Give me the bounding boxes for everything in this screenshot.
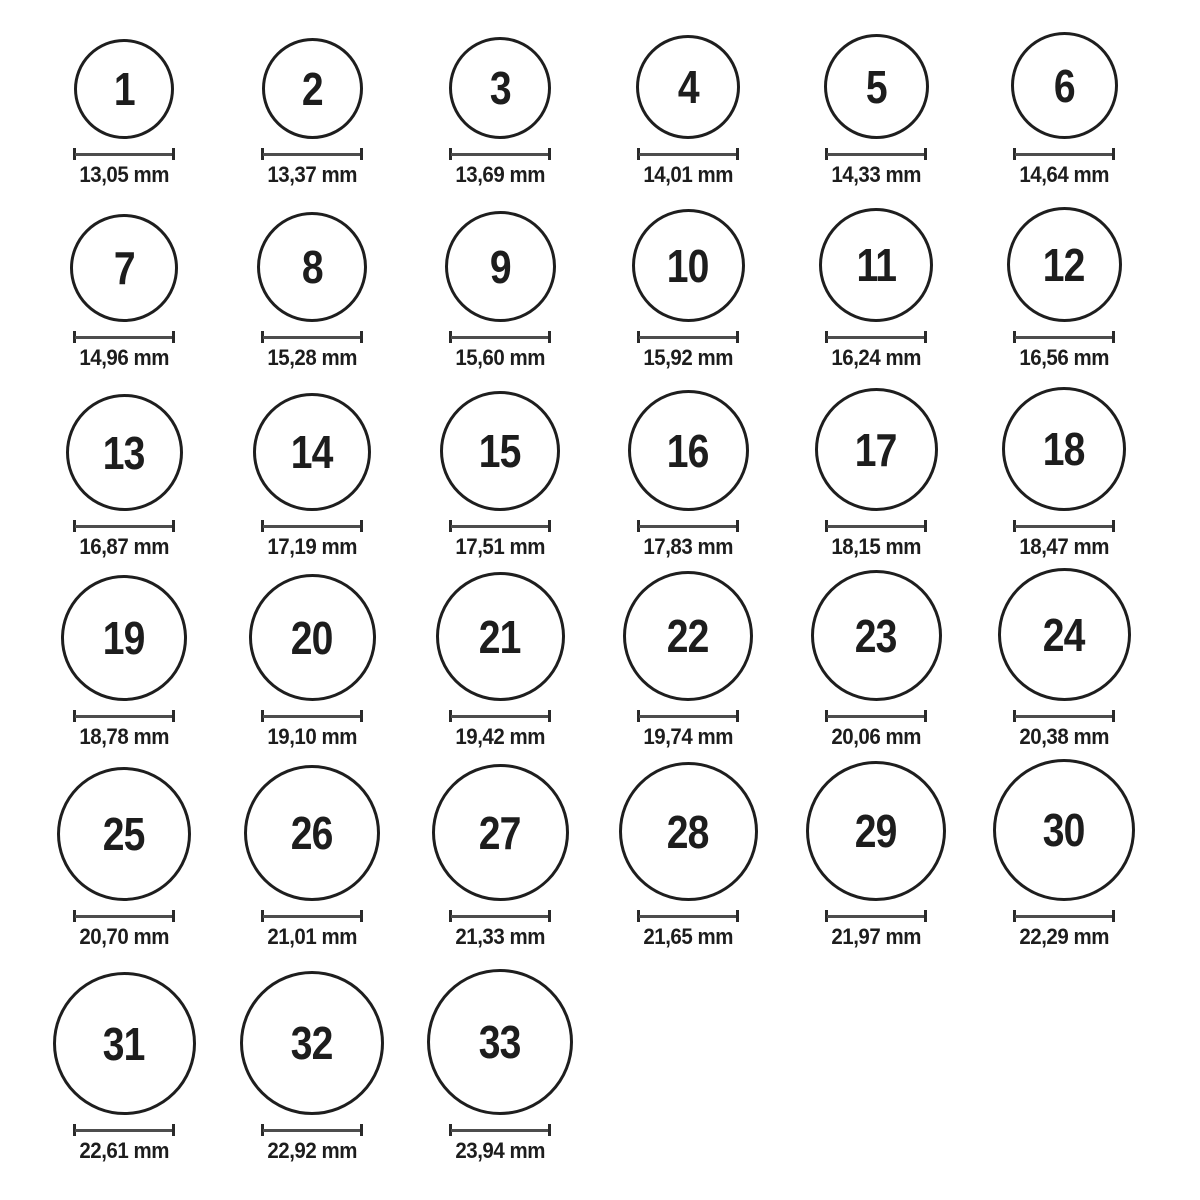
ring-size-item bbox=[594, 748, 782, 948]
diameter-measure-bar bbox=[825, 148, 927, 160]
ring-size-item bbox=[782, 369, 970, 558]
diameter-label: 20,06 mm bbox=[831, 724, 921, 749]
ring-size-number: 3 bbox=[489, 62, 511, 114]
ring-size-item bbox=[406, 748, 594, 948]
ring-size-number: 12 bbox=[1043, 238, 1085, 291]
ring-circle bbox=[253, 393, 371, 511]
ring-size-item bbox=[970, 748, 1158, 948]
ring-size-number: 1 bbox=[113, 63, 135, 115]
measure-tick-right bbox=[548, 1124, 551, 1136]
diameter-label: 17,19 mm bbox=[267, 534, 357, 559]
diameter-measure-bar bbox=[261, 710, 363, 722]
diameter-label: 19,10 mm bbox=[267, 724, 357, 749]
measure-tick-right bbox=[736, 520, 739, 532]
measure-tick-right bbox=[360, 710, 363, 722]
ring-size-item bbox=[970, 369, 1158, 558]
measure-tick-right bbox=[1112, 148, 1115, 160]
diameter-label: 19,42 mm bbox=[455, 724, 545, 749]
measure-tick-right bbox=[924, 710, 927, 722]
ring-size-item bbox=[594, 186, 782, 369]
diameter-label: 22,92 mm bbox=[267, 1138, 357, 1163]
diameter-measure-bar bbox=[261, 520, 363, 532]
diameter-label: 14,33 mm bbox=[831, 162, 921, 187]
ring-size-number: 22 bbox=[667, 610, 709, 662]
diameter-label: 20,70 mm bbox=[79, 924, 169, 949]
diameter-label: 21,97 mm bbox=[831, 924, 921, 949]
measure-line bbox=[263, 525, 361, 528]
ring-size-item bbox=[218, 748, 406, 948]
ring-circle bbox=[427, 969, 573, 1115]
ring-size-item bbox=[218, 369, 406, 558]
ring-size-item bbox=[218, 186, 406, 369]
ring-size-item bbox=[970, 558, 1158, 748]
diameter-label: 18,78 mm bbox=[79, 724, 169, 749]
measure-line bbox=[75, 153, 173, 156]
ring-circle bbox=[819, 208, 933, 322]
ring-size-number: 7 bbox=[113, 242, 135, 294]
ring-size-item bbox=[218, 2, 406, 186]
ring-size-item bbox=[30, 369, 218, 558]
ring-circle bbox=[61, 575, 187, 701]
diameter-label: 19,74 mm bbox=[643, 724, 733, 749]
measure-line bbox=[639, 525, 737, 528]
diameter-measure-bar bbox=[637, 710, 739, 722]
diameter-label: 15,28 mm bbox=[267, 345, 357, 370]
ring-size-number: 27 bbox=[479, 806, 521, 859]
measure-line bbox=[75, 715, 173, 718]
measure-tick-right bbox=[736, 148, 739, 160]
measure-line bbox=[75, 1129, 173, 1132]
ring-size-number: 23 bbox=[855, 609, 897, 662]
diameter-label: 16,87 mm bbox=[79, 534, 169, 559]
diameter-label: 23,94 mm bbox=[455, 1138, 545, 1163]
measure-line bbox=[639, 715, 737, 718]
diameter-measure-bar bbox=[261, 331, 363, 343]
measure-line bbox=[263, 715, 361, 718]
diameter-measure-bar bbox=[1013, 910, 1115, 922]
diameter-measure-bar bbox=[825, 710, 927, 722]
ring-size-item bbox=[406, 948, 594, 1162]
ring-size-number: 16 bbox=[667, 424, 709, 477]
ring-size-number: 9 bbox=[489, 240, 511, 293]
ring-size-item bbox=[30, 558, 218, 748]
measure-line bbox=[263, 153, 361, 156]
ring-size-number: 30 bbox=[1043, 804, 1085, 856]
measure-line bbox=[451, 715, 549, 718]
diameter-measure-bar bbox=[825, 910, 927, 922]
ring-circle bbox=[806, 761, 946, 901]
diameter-label: 22,29 mm bbox=[1019, 924, 1109, 949]
measure-line bbox=[263, 336, 361, 339]
ring-size-number: 28 bbox=[667, 805, 709, 858]
diameter-measure-bar bbox=[637, 331, 739, 343]
ring-circle bbox=[815, 388, 938, 511]
diameter-label: 18,15 mm bbox=[831, 534, 921, 559]
ring-size-item bbox=[30, 748, 218, 948]
diameter-measure-bar bbox=[825, 520, 927, 532]
measure-tick-right bbox=[548, 910, 551, 922]
diameter-measure-bar bbox=[449, 910, 551, 922]
ring-circle bbox=[824, 34, 929, 139]
ring-circle bbox=[1002, 387, 1126, 511]
measure-tick-right bbox=[736, 710, 739, 722]
measure-tick-right bbox=[1112, 331, 1115, 343]
ring-size-item bbox=[782, 186, 970, 369]
diameter-label: 15,60 mm bbox=[455, 345, 545, 370]
measure-line bbox=[75, 336, 173, 339]
ring-size-item bbox=[970, 2, 1158, 186]
ring-circle bbox=[449, 37, 551, 139]
ring-circle bbox=[811, 570, 942, 701]
measure-line bbox=[263, 1129, 361, 1132]
diameter-label: 13,69 mm bbox=[455, 162, 545, 187]
ring-size-number: 4 bbox=[677, 61, 699, 113]
ring-size-number: 8 bbox=[301, 241, 323, 293]
ring-size-item bbox=[218, 558, 406, 748]
ring-size-number: 14 bbox=[291, 426, 333, 478]
measure-tick-right bbox=[172, 710, 175, 722]
ring-circle bbox=[262, 38, 363, 139]
diameter-measure-bar bbox=[1013, 331, 1115, 343]
diameter-label: 14,01 mm bbox=[643, 162, 733, 187]
ring-size-item bbox=[782, 2, 970, 186]
measure-line bbox=[827, 915, 925, 918]
diameter-measure-bar bbox=[825, 331, 927, 343]
ring-circle bbox=[244, 765, 380, 901]
measure-tick-right bbox=[360, 148, 363, 160]
ring-size-number: 18 bbox=[1043, 423, 1085, 475]
diameter-measure-bar bbox=[73, 710, 175, 722]
measure-tick-right bbox=[172, 1124, 175, 1136]
measure-line bbox=[639, 153, 737, 156]
diameter-measure-bar bbox=[637, 910, 739, 922]
measure-tick-right bbox=[360, 910, 363, 922]
measure-tick-right bbox=[172, 148, 175, 160]
diameter-label: 21,33 mm bbox=[455, 924, 545, 949]
diameter-label: 14,64 mm bbox=[1019, 162, 1109, 187]
measure-tick-right bbox=[924, 910, 927, 922]
ring-size-number: 29 bbox=[855, 805, 897, 857]
ring-size-number: 2 bbox=[301, 62, 323, 115]
diameter-measure-bar bbox=[73, 1124, 175, 1136]
ring-circle bbox=[74, 39, 174, 139]
diameter-measure-bar bbox=[73, 910, 175, 922]
ring-size-item bbox=[30, 2, 218, 186]
diameter-label: 16,24 mm bbox=[831, 345, 921, 370]
diameter-measure-bar bbox=[1013, 520, 1115, 532]
ring-circle bbox=[636, 35, 740, 139]
ring-size-number: 5 bbox=[865, 60, 887, 113]
diameter-measure-bar bbox=[449, 710, 551, 722]
measure-line bbox=[451, 525, 549, 528]
measure-line bbox=[827, 153, 925, 156]
ring-size-number: 13 bbox=[103, 426, 145, 479]
diameter-label: 21,01 mm bbox=[267, 924, 357, 949]
ring-size-number: 21 bbox=[479, 610, 521, 663]
ring-circle bbox=[432, 764, 569, 901]
measure-tick-right bbox=[360, 520, 363, 532]
ring-circle bbox=[440, 391, 560, 511]
measure-tick-right bbox=[736, 331, 739, 343]
diameter-measure-bar bbox=[637, 520, 739, 532]
measure-line bbox=[451, 915, 549, 918]
measure-line bbox=[451, 153, 549, 156]
ring-circle bbox=[70, 214, 178, 322]
diameter-label: 14,96 mm bbox=[79, 345, 169, 370]
measure-tick-right bbox=[548, 331, 551, 343]
diameter-measure-bar bbox=[261, 1124, 363, 1136]
measure-tick-right bbox=[548, 148, 551, 160]
diameter-measure-bar bbox=[261, 148, 363, 160]
measure-tick-right bbox=[172, 331, 175, 343]
diameter-label: 22,61 mm bbox=[79, 1138, 169, 1163]
measure-tick-right bbox=[172, 910, 175, 922]
ring-size-item bbox=[406, 558, 594, 748]
ring-size-item bbox=[782, 748, 970, 948]
measure-line bbox=[75, 915, 173, 918]
ring-size-item bbox=[406, 369, 594, 558]
measure-line bbox=[1015, 715, 1113, 718]
diameter-label: 20,38 mm bbox=[1019, 724, 1109, 749]
measure-line bbox=[263, 915, 361, 918]
measure-line bbox=[1015, 336, 1113, 339]
ring-circle bbox=[619, 762, 758, 901]
measure-tick-right bbox=[1112, 520, 1115, 532]
ring-size-number: 19 bbox=[103, 612, 145, 664]
diameter-label: 21,65 mm bbox=[643, 924, 733, 949]
diameter-measure-bar bbox=[449, 1124, 551, 1136]
diameter-label: 13,37 mm bbox=[267, 162, 357, 187]
measure-tick-right bbox=[548, 710, 551, 722]
diameter-label: 16,56 mm bbox=[1019, 345, 1109, 370]
measure-line bbox=[827, 336, 925, 339]
measure-line bbox=[75, 525, 173, 528]
measure-tick-right bbox=[736, 910, 739, 922]
measure-tick-right bbox=[1112, 710, 1115, 722]
ring-circle bbox=[257, 212, 367, 322]
ring-size-number: 31 bbox=[103, 1017, 145, 1070]
ring-circle bbox=[998, 568, 1131, 701]
diameter-label: 15,92 mm bbox=[643, 345, 733, 370]
ring-circle bbox=[632, 209, 745, 322]
ring-size-number: 24 bbox=[1043, 608, 1085, 661]
diameter-measure-bar bbox=[637, 148, 739, 160]
ring-size-item bbox=[30, 948, 218, 1162]
diameter-label: 13,05 mm bbox=[79, 162, 169, 187]
diameter-label: 17,51 mm bbox=[455, 534, 545, 559]
ring-circle bbox=[240, 971, 384, 1115]
diameter-measure-bar bbox=[261, 910, 363, 922]
ring-circle bbox=[53, 972, 196, 1115]
ring-size-number: 25 bbox=[103, 808, 145, 860]
ring-circle bbox=[66, 394, 183, 511]
ring-size-item bbox=[594, 2, 782, 186]
diameter-label: 18,47 mm bbox=[1019, 534, 1109, 559]
ring-size-number: 26 bbox=[291, 807, 333, 859]
measure-tick-right bbox=[360, 1124, 363, 1136]
ring-circle bbox=[623, 571, 753, 701]
diameter-measure-bar bbox=[449, 520, 551, 532]
ring-size-number: 33 bbox=[479, 1016, 521, 1068]
ring-size-item bbox=[218, 948, 406, 1162]
diameter-measure-bar bbox=[73, 331, 175, 343]
measure-line bbox=[451, 336, 549, 339]
measure-tick-right bbox=[172, 520, 175, 532]
ring-size-number: 32 bbox=[291, 1017, 333, 1069]
ring-size-item bbox=[406, 2, 594, 186]
ring-circle bbox=[445, 211, 556, 322]
ring-size-item bbox=[782, 558, 970, 748]
measure-tick-right bbox=[924, 520, 927, 532]
ring-circle bbox=[1007, 207, 1122, 322]
measure-line bbox=[1015, 915, 1113, 918]
diameter-measure-bar bbox=[449, 148, 551, 160]
ring-size-item bbox=[594, 558, 782, 748]
diameter-measure-bar bbox=[449, 331, 551, 343]
diameter-measure-bar bbox=[73, 148, 175, 160]
measure-line bbox=[451, 1129, 549, 1132]
diameter-measure-bar bbox=[1013, 710, 1115, 722]
measure-tick-right bbox=[1112, 910, 1115, 922]
ring-size-number: 15 bbox=[479, 425, 521, 477]
ring-size-number: 20 bbox=[291, 611, 333, 664]
ring-size-item bbox=[406, 186, 594, 369]
diameter-measure-bar bbox=[1013, 148, 1115, 160]
ring-circle bbox=[436, 572, 565, 701]
ring-size-number: 17 bbox=[855, 423, 897, 476]
ring-circle bbox=[993, 759, 1135, 901]
measure-tick-right bbox=[924, 148, 927, 160]
ring-circle bbox=[57, 767, 191, 901]
ring-circle bbox=[1011, 32, 1118, 139]
measure-tick-right bbox=[360, 331, 363, 343]
measure-line bbox=[827, 715, 925, 718]
ring-size-item bbox=[594, 369, 782, 558]
diameter-measure-bar bbox=[73, 520, 175, 532]
measure-tick-right bbox=[548, 520, 551, 532]
measure-line bbox=[1015, 153, 1113, 156]
ring-circle bbox=[628, 390, 749, 511]
measure-line bbox=[1015, 525, 1113, 528]
measure-line bbox=[827, 525, 925, 528]
ring-size-number: 6 bbox=[1053, 59, 1075, 112]
diameter-label: 17,83 mm bbox=[643, 534, 733, 559]
measure-tick-right bbox=[924, 331, 927, 343]
ring-size-item bbox=[970, 186, 1158, 369]
measure-line bbox=[639, 336, 737, 339]
ring-size-number: 10 bbox=[667, 239, 709, 292]
ring-size-item bbox=[30, 186, 218, 369]
ring-circle bbox=[249, 574, 376, 701]
measure-line bbox=[639, 915, 737, 918]
ring-size-number: 11 bbox=[856, 239, 896, 291]
